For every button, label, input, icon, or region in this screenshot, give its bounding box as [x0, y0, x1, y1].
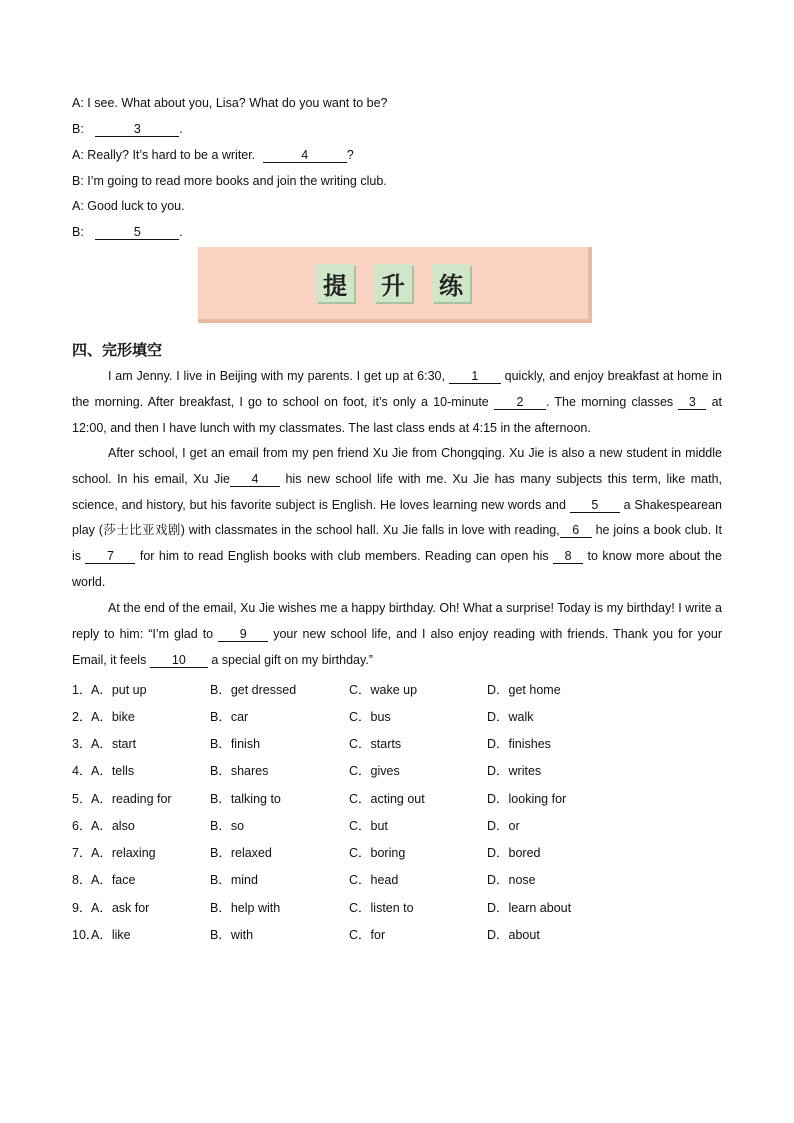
option-d[interactable]: D．bored	[487, 846, 541, 860]
option-row	[72, 898, 722, 914]
option-row	[72, 734, 722, 750]
punctuation: .	[179, 225, 183, 239]
section-banner	[198, 247, 592, 323]
cloze-blank-6[interactable]: 6	[560, 524, 592, 538]
option-row	[72, 761, 722, 777]
question-number: 9．	[72, 901, 92, 915]
option-c[interactable]: C．gives	[349, 764, 400, 778]
cloze-blank-1[interactable]: 1	[449, 370, 501, 384]
option-c[interactable]: C．acting out	[349, 792, 425, 806]
speaker: A:	[72, 96, 84, 110]
passage-text: he joins a book club. It is	[72, 523, 722, 564]
option-d[interactable]: D．get home	[487, 683, 561, 697]
banner-char: 练	[432, 264, 470, 302]
answer-blank[interactable]: 4	[263, 149, 347, 163]
dialogue-text: Good luck to you.	[87, 199, 185, 213]
passage-text: to know more about the world.	[72, 549, 722, 589]
punctuation: .	[179, 122, 183, 136]
option-c[interactable]: C．listen to	[349, 901, 414, 915]
question-number: 3．	[72, 737, 92, 751]
option-c[interactable]: C．starts	[349, 737, 402, 751]
passage-text: I am Jenny. I live in Beijing with my parents. I get up at 6:30,	[108, 369, 445, 383]
option-row	[72, 789, 722, 805]
cloze-blank-7[interactable]: 7	[85, 550, 135, 564]
option-a[interactable]: A．ask for	[91, 901, 150, 915]
speaker: A:	[72, 148, 84, 162]
option-c[interactable]: C．bus	[349, 710, 391, 724]
option-c[interactable]: C．boring	[349, 846, 406, 860]
option-b[interactable]: B．car	[210, 710, 249, 724]
banner-char: 提	[316, 264, 354, 302]
passage-paragraph-2	[72, 441, 722, 596]
answer-blank[interactable]: 5	[95, 226, 179, 240]
option-row	[72, 925, 722, 941]
option-d[interactable]: D．walk	[487, 710, 534, 724]
question-number: 2．	[72, 710, 92, 724]
option-b[interactable]: B．relaxed	[210, 846, 272, 860]
option-c[interactable]: C．for	[349, 928, 386, 942]
passage-text: your new school life, and I also enjoy reading with friends. Thank you for your Email, it feels	[72, 626, 722, 667]
passage-paragraph-1	[72, 364, 722, 441]
passage-text: at 12:00, and then I have lunch with my classmates. The last class ends at 4:15 in the afternoon.	[72, 394, 723, 435]
cloze-blank-8[interactable]: 8	[553, 550, 583, 564]
option-a[interactable]: A．also	[91, 819, 135, 833]
option-b[interactable]: B．talking to	[210, 792, 281, 806]
answer-blank[interactable]: 3	[95, 123, 179, 137]
option-c[interactable]: C．but	[349, 819, 388, 833]
dialogue-line-6	[72, 225, 183, 240]
question-number: 8．	[72, 873, 92, 887]
option-b[interactable]: B．mind	[210, 873, 258, 887]
passage-text: . The morning classes	[545, 394, 674, 409]
dialogue-text: I see. What about you, Lisa? What do you want to be?	[87, 96, 388, 110]
option-d[interactable]: D．or	[487, 819, 520, 833]
cloze-blank-9[interactable]: 9	[218, 628, 268, 642]
cloze-blank-3[interactable]: 3	[678, 396, 706, 410]
passage-text: After school, I get an email from my pen friend Xu Jie from Chongqing. Xu Jie is also a new student in middle school. In his email, Xu Jie	[72, 446, 722, 486]
option-b[interactable]: B．so	[210, 819, 245, 833]
option-d[interactable]: D．looking for	[487, 792, 567, 806]
option-d[interactable]: D．writes	[487, 764, 542, 778]
dialogue-line-4	[72, 174, 387, 188]
option-d[interactable]: D．about	[487, 928, 540, 942]
option-b[interactable]: B．shares	[210, 764, 269, 778]
punctuation: ?	[346, 148, 354, 162]
option-a[interactable]: A．tells	[91, 764, 135, 778]
question-number: 7．	[72, 846, 92, 860]
speaker: B:	[72, 225, 84, 239]
dialogue-line-5	[72, 199, 185, 213]
speaker: B:	[72, 174, 84, 188]
option-a[interactable]: A．bike	[91, 710, 135, 724]
passage-paragraph-3	[72, 596, 722, 673]
dialogue-line-1	[72, 96, 387, 110]
option-a[interactable]: A．like	[91, 928, 131, 942]
dialogue-text: Really? It’s hard to be a writer.	[87, 148, 256, 162]
option-c[interactable]: C．wake up	[349, 683, 418, 697]
question-number: 4．	[72, 764, 92, 778]
option-row	[72, 870, 722, 886]
speaker: A:	[72, 199, 84, 213]
passage-text: At the end of the email, Xu Jie wishes me a happy birthday. Oh! What a surprise! Today is my birthday! I write a reply to him: “I’m glad to	[72, 601, 722, 641]
dialogue-line-2	[72, 122, 183, 137]
option-b[interactable]: B．finish	[210, 737, 261, 751]
option-a[interactable]: A．face	[91, 873, 136, 887]
passage-text: his new school life with me. Xu Jie has many subjects this term, like math, science, and history, but his favorite subject is English. He loves learning new words and	[72, 471, 722, 512]
option-b[interactable]: B．get dressed	[210, 683, 297, 697]
cloze-blank-10[interactable]: 10	[150, 654, 208, 668]
question-number: 10．	[72, 928, 99, 942]
option-b[interactable]: B．help with	[210, 901, 281, 915]
passage-text: a special gift on my birthday.”	[211, 652, 373, 667]
option-a[interactable]: A．start	[91, 737, 137, 751]
option-d[interactable]: D．finishes	[487, 737, 551, 751]
cloze-blank-2[interactable]: 2	[494, 396, 546, 410]
option-row	[72, 816, 722, 832]
question-number: 1．	[72, 683, 92, 697]
section-title: 四、完形填空	[72, 341, 163, 359]
question-number: 5．	[72, 792, 92, 806]
option-row	[72, 707, 722, 723]
passage-text: for him to read English books with club members. Reading can open his	[139, 549, 549, 564]
dialogue-line-3	[72, 148, 354, 163]
option-a[interactable]: A．put up	[91, 683, 147, 697]
option-a[interactable]: A．relaxing	[91, 846, 156, 860]
question-number: 6．	[72, 819, 92, 833]
dialogue-text: I’m going to read more books and join the writing club.	[87, 174, 387, 188]
cloze-blank-4[interactable]: 4	[230, 473, 280, 487]
cloze-blank-5[interactable]: 5	[570, 499, 620, 513]
option-a[interactable]: A．reading for	[91, 792, 172, 806]
option-d[interactable]: D．learn about	[487, 901, 572, 915]
speaker: B:	[72, 122, 84, 136]
option-c[interactable]: C．head	[349, 873, 399, 887]
option-row	[72, 843, 722, 859]
banner-char: 升	[374, 264, 412, 302]
passage-text: a Shakespearean play (莎士比亚戏剧) with classmates in the school hall. Xu Jie falls in love with reading,	[72, 497, 722, 538]
passage-text: quickly, and enjoy breakfast at home in the morning. After breakfast, I go to school on foot, it’s only a 10-minute	[72, 369, 722, 409]
option-b[interactable]: B．with	[210, 928, 254, 942]
option-d[interactable]: D．nose	[487, 873, 536, 887]
option-row	[72, 680, 722, 696]
